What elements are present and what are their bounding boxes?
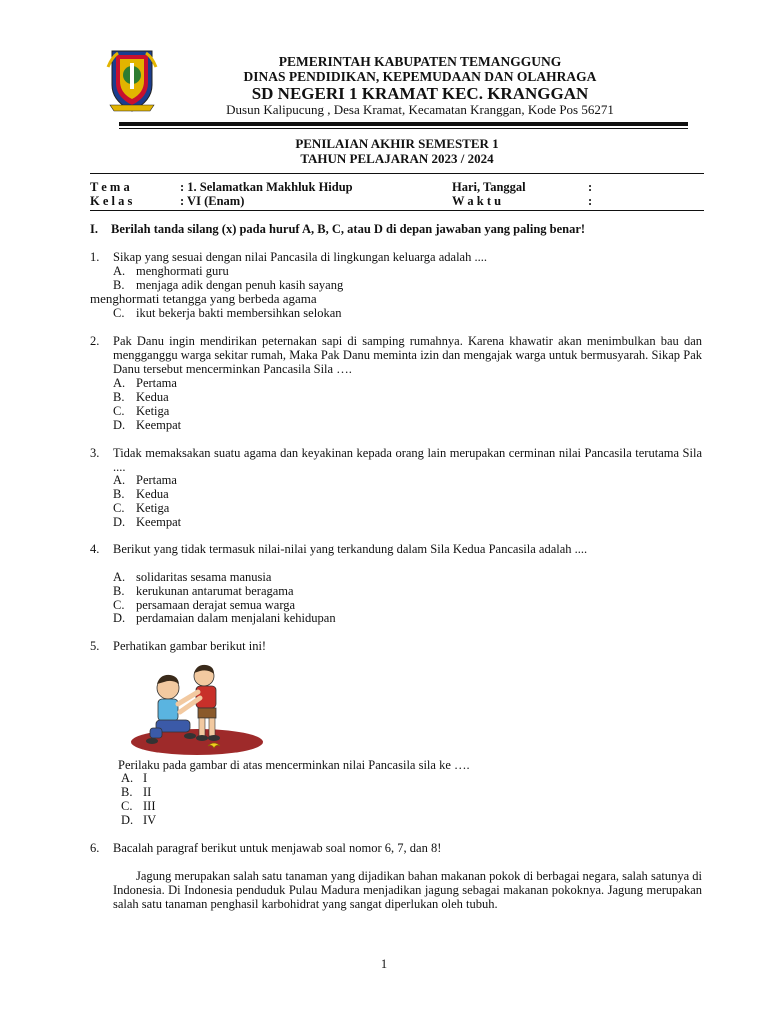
exam-title: PENILAIAN AKHIR SEMESTER 1 xyxy=(295,136,499,151)
option-letter: B. xyxy=(113,584,125,598)
boy-helping-friend-illustration xyxy=(128,662,266,756)
option-text: I xyxy=(143,771,148,785)
option-text: Ketiga xyxy=(136,501,170,515)
exam-year: TAHUN PELAJARAN 2023 / 2024 xyxy=(300,151,494,166)
department-header: DINAS PENDIDIKAN, KEPEMUDAAN DAN OLAHRAGA xyxy=(243,69,597,84)
kelas-value: : VI (Enam) xyxy=(180,194,245,208)
option-letter: C. xyxy=(113,501,125,515)
header-divider-thick xyxy=(119,122,688,126)
question-number: 6. xyxy=(90,841,100,855)
question-text: Tidak memaksakan suatu agama dan keyakinan kepada orang lain merupakan cerminan nilai Pancasila terutama Sila .... xyxy=(113,446,702,474)
option-text: ikut bekerja bakti membersihkan selokan xyxy=(136,306,342,320)
school-name: SD NEGERI 1 KRAMAT KEC. KRANGGAN xyxy=(251,84,589,103)
option-letter: C. xyxy=(121,799,133,813)
header-divider-thin xyxy=(119,128,688,129)
option-text: Kedua xyxy=(136,487,169,501)
option-letter: B. xyxy=(121,785,133,799)
option-text: II xyxy=(143,785,152,799)
question-number: 1. xyxy=(90,250,100,264)
option-text: menjaga adik dengan penuh kasih sayang xyxy=(136,278,344,292)
question-number: 4. xyxy=(90,542,100,556)
waktu-value: : xyxy=(588,194,593,208)
question-text: Perhatikan gambar berikut ini! xyxy=(113,639,267,653)
tema-value: : 1. Selamatkan Makhluk Hidup xyxy=(180,180,353,194)
option-text: menghormati guru xyxy=(136,264,229,278)
option-text: III xyxy=(143,799,156,813)
option-text: Pertama xyxy=(136,473,177,487)
option-letter: A. xyxy=(113,264,126,278)
kelas-label: K e l a s xyxy=(90,194,133,208)
tema-label: T e m a xyxy=(90,180,130,194)
option-letter: B. xyxy=(113,278,125,292)
option-text: Keempat xyxy=(136,418,182,432)
option-text: Pertama xyxy=(136,376,177,390)
option-text: solidaritas sesama manusia xyxy=(136,570,272,584)
option-letter: B. xyxy=(113,390,125,404)
option-letter: D. xyxy=(121,813,134,827)
page-number: 1 xyxy=(380,957,388,971)
option-letter: D. xyxy=(113,418,126,432)
school-address: Dusun Kalipucung , Desa Kramat, Kecamatan Kranggan, Kode Pos 56271 xyxy=(226,102,614,117)
option-text: Kedua xyxy=(136,390,169,404)
government-header: PEMERINTAH KABUPATEN TEMANGGUNG xyxy=(278,54,562,69)
section-number: I. xyxy=(90,222,98,236)
option-text: perdamaian dalam menjalani kehidupan xyxy=(136,611,336,625)
question-followup: Perilaku pada gambar di atas mencerminkan nilai Pancasila sila ke …. xyxy=(118,758,470,772)
option-letter: C. xyxy=(113,598,125,612)
date-value: : xyxy=(588,180,593,194)
question-text: Berikut yang tidak termasuk nilai-nilai yang terkandung dalam Sila Kedua Pancasila adalah .... xyxy=(113,542,588,556)
option-text-unlettered: menghormati tetangga yang berbeda agama xyxy=(90,291,317,306)
info-bottom-rule xyxy=(90,210,704,211)
info-top-rule xyxy=(90,173,704,174)
option-letter: A. xyxy=(113,570,126,584)
question-number: 3. xyxy=(90,446,100,460)
option-text: IV xyxy=(143,813,157,827)
option-letter: D. xyxy=(113,611,126,625)
question-number: 2. xyxy=(90,334,100,348)
option-letter: A. xyxy=(113,376,126,390)
option-text: Keempat xyxy=(136,515,182,529)
question-number: 5. xyxy=(90,639,100,653)
option-letter: C. xyxy=(113,306,125,320)
option-text: persamaan derajat semua warga xyxy=(136,598,296,612)
option-letter: A. xyxy=(113,473,126,487)
option-letter: B. xyxy=(113,487,125,501)
option-letter: A. xyxy=(121,771,134,785)
option-text: Ketiga xyxy=(136,404,170,418)
reading-paragraph: Jagung merupakan salah satu tanaman yang dijadikan bahan makanan pokok di berbagai negara, salah satunya di Indonesia. Di Indonesia penduduk Pulau Madura menjadikan jagung sebagai makanan pokoknya. Jagung merupakan salah satu tanaman penghasil karbohidrat yang sangat diperlukan oleh tubuh. xyxy=(113,869,702,911)
question-text: Bacalah paragraf berikut untuk menjawab soal nomor 6, 7, dan 8! xyxy=(113,841,442,855)
section-instruction: Berilah tanda silang (x) pada huruf A, B, C, atau D di depan jawaban yang paling benar! xyxy=(111,222,586,236)
waktu-label: W a k t u xyxy=(452,194,502,208)
regency-emblem-logo xyxy=(106,45,158,113)
option-letter: C. xyxy=(113,404,125,418)
date-label: Hari, Tanggal xyxy=(452,180,526,194)
question-text: Sikap yang sesuai dengan nilai Pancasila di lingkungan keluarga adalah .... xyxy=(113,250,487,264)
option-letter: D. xyxy=(113,515,126,529)
option-text: kerukunan antarumat beragama xyxy=(136,584,294,598)
question-text: Pak Danu ingin mendirikan peternakan sapi di samping rumahnya. Karena khawatir akan menimbulkan bau dan mengganggu warga sekitar rumah, Maka Pak Danu meminta izin dan mengajak warga untuk bermusyarah. Sikap Pak Danu tersebut mencerminkan Pancasila Sila …. xyxy=(113,334,702,376)
